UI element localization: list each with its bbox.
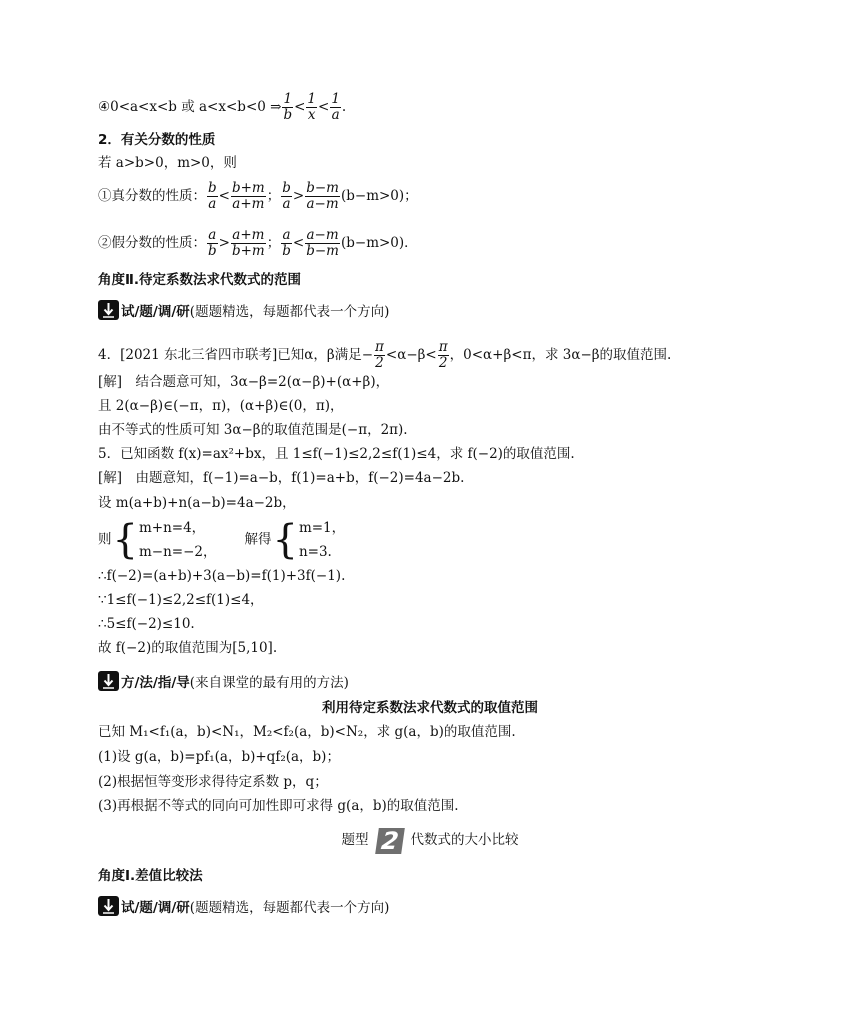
text: (b−m>0)； xyxy=(340,188,418,204)
label: ②假分数的性质： xyxy=(98,235,206,251)
denominator: b+m xyxy=(231,243,265,259)
section-title: 2．有关分数的性质 xyxy=(98,132,216,148)
text: . xyxy=(341,99,347,115)
numerator: a xyxy=(282,227,291,243)
improper-fraction-line xyxy=(98,228,418,259)
numerator: 1 xyxy=(307,91,317,107)
method-line: 已知 M₁<f₁(a，b)<N₁，M₂<f₂(a，b)<N₂，求 g(a，b)的取值范围. xyxy=(98,724,516,740)
fraction xyxy=(207,181,218,212)
equation: n=3. xyxy=(298,544,332,560)
denominator: 2 xyxy=(375,355,384,371)
denominator: a−m xyxy=(306,196,339,212)
numerator: b+m xyxy=(231,180,265,196)
text: ； xyxy=(266,188,281,204)
text: > xyxy=(292,188,305,204)
denominator: b xyxy=(283,107,293,123)
numerator: a xyxy=(208,227,217,243)
equation-system xyxy=(98,516,345,564)
solution-line: 由不等式的性质可知 3α−β的取值范围是(−π，2π). xyxy=(98,422,408,438)
brace: { xyxy=(272,517,298,563)
heading-bold: 试/题/调/研 xyxy=(121,900,190,916)
text: 4．[2021 东北三省四市联考]已知α，β满足− xyxy=(98,347,374,363)
solution-system xyxy=(299,516,345,564)
heading-note: (来自课堂的最有用的方法) xyxy=(189,675,349,691)
solution-line: [解] 由题意知，f(−1)=a−b，f(1)=a+b，f(−2)=4a−2b. xyxy=(98,470,465,486)
denominator: a xyxy=(208,196,217,212)
text: > xyxy=(218,235,230,251)
text: ，0<α+β<π，求 3α−β的取值范围. xyxy=(449,347,672,363)
brace: { xyxy=(112,517,138,563)
download-arrow-icon xyxy=(98,671,119,691)
method-title: 利用待定系数法求代数式的取值范围 xyxy=(322,700,538,716)
question-5: 5．已知函数 f(x)=ax²+bx，且 1≤f(−1)≤2,2≤f(1)≤4，求 f(−2)的取值范围. xyxy=(98,446,575,462)
label: ①真分数的性质： xyxy=(98,188,206,204)
type-title: 代数式的大小比较 xyxy=(410,832,519,848)
fraction xyxy=(438,340,449,371)
angle-title: 角度Ⅰ.差值比较法 xyxy=(98,868,203,884)
numerator: π xyxy=(375,339,384,355)
fraction xyxy=(231,181,266,212)
denominator: a xyxy=(282,196,291,212)
denominator: a xyxy=(331,107,340,123)
try-heading xyxy=(98,300,389,321)
fraction xyxy=(281,228,292,259)
numerator: π xyxy=(438,339,448,355)
method-line: (2)根据恒等变形求得待定系数 p，q； xyxy=(98,774,328,790)
denominator: a+m xyxy=(232,196,265,212)
text: < xyxy=(292,235,305,251)
heading-note: (题题精选，每题都代表一个方向) xyxy=(189,304,390,320)
text: ； xyxy=(266,235,281,251)
fraction xyxy=(207,228,218,259)
text: < xyxy=(218,188,230,204)
type-number-badge: 2 xyxy=(375,828,405,854)
equation: m+n=4， xyxy=(138,520,206,536)
system xyxy=(139,516,217,564)
denominator: b xyxy=(282,243,291,259)
solution-line: 设 m(a+b)+n(a−b)=4a−2b， xyxy=(98,495,296,511)
condition-text: 若 a>b>0，m>0，则 xyxy=(98,155,237,171)
try-heading xyxy=(98,896,389,917)
fraction xyxy=(282,92,293,123)
solution-line: ∴5≤f(−2)≤10. xyxy=(98,616,195,632)
method-line: (1)设 g(a，b)=pf₁(a，b)+qf₂(a，b)； xyxy=(98,749,340,765)
fraction xyxy=(231,228,266,259)
numerator: b−m xyxy=(306,180,339,196)
question-4 xyxy=(98,340,671,371)
denominator: b xyxy=(208,243,217,259)
solution-line: ∵1≤f(−1)≤2,2≤f(1)≤4， xyxy=(98,592,264,608)
text: 则 xyxy=(98,531,112,548)
text: <α−β< xyxy=(385,347,437,363)
text: < xyxy=(294,99,306,115)
numerator: 1 xyxy=(331,91,340,107)
solution-line: [解] 结合题意可知，3α−β=2(α−β)+(α+β)， xyxy=(98,374,390,390)
numerator: a+m xyxy=(232,227,265,243)
type-heading xyxy=(0,825,860,855)
text: ④0<a<x<b 或 a<x<b<0 ⇒ xyxy=(98,99,282,115)
numerator: a−m xyxy=(306,227,339,243)
equation: m−n=−2， xyxy=(138,544,217,560)
numerator: 1 xyxy=(283,91,293,107)
solution-line: 且 2(α−β)∈(−π，π)，(α+β)∈(0，π)， xyxy=(98,398,344,414)
angle-title: 角度Ⅱ.待定系数法求代数式的范围 xyxy=(98,272,302,288)
text: (b−m>0)． xyxy=(340,235,418,251)
solution-line: ∴f(−2)=(a+b)+3(a−b)=f(1)+3f(−1). xyxy=(98,568,346,584)
numerator: b xyxy=(208,180,217,196)
denominator: 2 xyxy=(438,355,448,371)
download-arrow-icon xyxy=(98,300,119,320)
type-label: 题型 xyxy=(341,832,369,848)
download-arrow-icon xyxy=(98,896,119,916)
method-heading xyxy=(98,671,349,692)
text: 解得 xyxy=(244,531,272,548)
fraction xyxy=(281,181,292,212)
text: < xyxy=(318,99,330,115)
numerator: b xyxy=(282,180,291,196)
denominator: b−m xyxy=(306,243,339,259)
fraction xyxy=(305,181,340,212)
method-line: (3)再根据不等式的同向可加性即可求得 g(a，b)的取值范围. xyxy=(98,798,459,814)
solution-line: 故 f(−2)的取值范围为[5,10]. xyxy=(98,640,278,656)
denominator: x xyxy=(307,107,316,123)
equation: m=1， xyxy=(298,520,346,536)
fraction xyxy=(305,228,340,259)
heading-bold: 试/题/调/研 xyxy=(121,304,190,320)
heading-bold: 方/法/指/导 xyxy=(121,675,190,691)
property-line-4 xyxy=(98,92,346,123)
fraction xyxy=(306,92,317,123)
proper-fraction-line xyxy=(98,181,418,212)
fraction xyxy=(330,92,341,123)
heading-note: (题题精选，每题都代表一个方向) xyxy=(189,900,390,916)
fraction xyxy=(374,340,385,371)
